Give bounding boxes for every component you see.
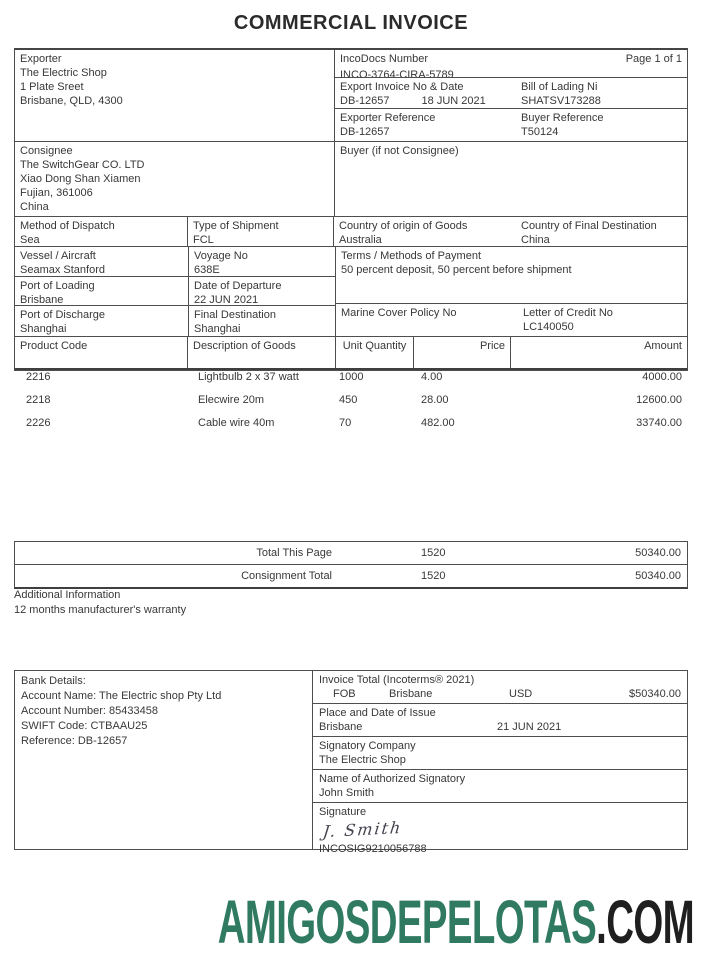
type-of-shipment-value: FCL [193, 234, 214, 246]
signatory-company-label: Signatory Company [319, 740, 416, 752]
country-origin-value: Australia [339, 234, 382, 246]
port-of-loading-value: Brisbane [20, 293, 64, 306]
method-of-dispatch-cell [15, 217, 188, 246]
table-row [14, 370, 688, 393]
type-of-shipment-cell [188, 217, 334, 246]
watermark-brand-name: AMIGOSDEPELOTAS [217, 888, 597, 956]
date-of-departure-value: 22 JUN 2021 [194, 293, 259, 306]
col-header-product-code: Product Code [15, 337, 188, 368]
item-quantity: 70 [339, 417, 352, 429]
item-code: 2218 [26, 394, 51, 406]
consignee-name: The SwitchGear CO. LTD [20, 159, 145, 171]
signature-code: INCOSIG9210056788 [319, 843, 427, 855]
authorized-signatory-label: Name of Authorized Signatory [319, 773, 466, 785]
final-destination-value: Shanghai [194, 323, 241, 336]
item-price: 28.00 [421, 394, 449, 406]
bank-account-name: Account Name: The Electric shop Pty Ltd [21, 690, 222, 702]
invoice-header-table [14, 48, 688, 371]
col-header-amount: Amount [644, 340, 682, 352]
invoice-total-label: Invoice Total (Incoterms® 2021) [319, 674, 475, 686]
letter-of-credit-value: LC140050 [523, 321, 574, 333]
terms-of-payment-label: Terms / Methods of Payment [341, 250, 481, 262]
item-description: Cable wire 40m [198, 417, 275, 429]
method-of-dispatch-label: Method of Dispatch [20, 220, 115, 232]
country-origin-label: Country of origin of Goods [339, 220, 468, 232]
signature-label: Signature [319, 806, 367, 818]
additional-information [14, 588, 688, 617]
invoice-total-currency: USD [509, 688, 533, 700]
incodocs-value: INCO-3764-CIRA-5789 [340, 69, 454, 78]
total-this-page-qty: 1520 [421, 547, 446, 559]
invoice-total-cell [313, 671, 687, 704]
voyage-value: 638E [194, 264, 220, 276]
vessel-value: Seamax Stanford [20, 264, 105, 276]
exporter-cell [15, 50, 335, 141]
export-invoice-date: 18 JUN 2021 [421, 95, 486, 107]
signatory-company-cell [313, 737, 687, 770]
total-this-page-label: Total This Page [256, 547, 332, 559]
buyer-cell [335, 142, 687, 216]
date-of-departure-cell [189, 277, 335, 307]
final-destination-label: Final Destination [194, 309, 276, 322]
watermark-tld: .COM [596, 888, 694, 956]
method-of-dispatch-value: Sea [20, 234, 40, 246]
place-date-of-issue-cell [313, 704, 687, 737]
exporter-city: Brisbane, QLD, 4300 [20, 95, 123, 107]
bill-of-lading-label: Bill of Lading Ni [521, 81, 598, 93]
table-row [14, 416, 688, 439]
country-origin-cell [334, 217, 516, 246]
item-price: 4.00 [421, 371, 443, 383]
vessel-label: Vessel / Aircraft [20, 250, 96, 262]
buyer-reference-cell [516, 109, 687, 141]
date-of-departure-label: Date of Departure [194, 279, 282, 292]
bill-of-lading-cell [516, 78, 687, 108]
site-watermark [217, 888, 694, 956]
issue-date: 21 JUN 2021 [497, 721, 562, 733]
item-code: 2216 [26, 371, 51, 383]
exporter-reference-value: DB-12657 [340, 126, 390, 138]
page-indicator: Page 1 of 1 [625, 53, 682, 65]
bill-of-lading-value: SHATSV173288 [521, 95, 601, 107]
port-of-loading-cell [15, 277, 188, 307]
export-invoice-label: Export Invoice No & Date [340, 81, 464, 93]
item-quantity: 450 [339, 394, 358, 406]
consignment-total-row [15, 565, 687, 587]
consignee-label: Consignee [20, 145, 73, 157]
totals-table [14, 541, 688, 589]
incodocs-label: IncoDocs Number [340, 53, 429, 65]
item-amount: 33740.00 [636, 417, 682, 429]
item-amount: 4000.00 [642, 371, 682, 383]
port-of-discharge-value: Shanghai [20, 323, 67, 336]
invoice-total-incoterm: FOB [333, 688, 356, 700]
exporter-reference-label: Exporter Reference [340, 112, 436, 124]
final-destination-cell [189, 306, 335, 336]
invoice-total-place: Brisbane [389, 688, 433, 700]
exporter-label: Exporter [20, 53, 62, 65]
voyage-label: Voyage No [194, 250, 248, 262]
incodocs-number-cell [335, 50, 687, 78]
marine-policy-cell [336, 304, 518, 336]
page-title: COMMERCIAL INVOICE [233, 12, 469, 34]
item-price: 482.00 [421, 417, 455, 429]
authorized-signatory-cell [313, 770, 687, 803]
item-quantity: 1000 [339, 371, 364, 383]
signature-cell [313, 803, 687, 858]
consignment-total-qty: 1520 [421, 570, 446, 582]
table-row [14, 393, 688, 416]
type-of-shipment-label: Type of Shipment [193, 220, 279, 232]
port-of-discharge-cell [15, 306, 188, 336]
letter-of-credit-cell [518, 304, 687, 336]
col-header-unit-quantity: Unit Quantity [336, 337, 414, 368]
consignee-country: China [20, 201, 49, 213]
port-of-discharge-label: Port of Discharge [20, 309, 105, 322]
bank-signature-table [14, 670, 688, 855]
voyage-cell [189, 247, 335, 277]
bank-account-number: Account Number: 85433458 [21, 705, 158, 717]
total-this-page-amount: 50340.00 [635, 547, 681, 559]
place-date-of-issue-label: Place and Date of Issue [319, 707, 436, 719]
bank-swift-code: SWIFT Code: CTBAAU25 [21, 720, 148, 732]
letter-of-credit-label: Letter of Credit No [523, 307, 613, 319]
issue-place: Brisbane [319, 721, 363, 733]
vessel-cell [15, 247, 188, 277]
consignee-street: Xiao Dong Shan Xiamen [20, 173, 141, 185]
terms-of-payment-cell [336, 247, 687, 304]
buyer-label: Buyer (if not Consignee) [340, 145, 459, 157]
total-this-page-row [15, 542, 687, 565]
bank-details-cell [15, 671, 313, 849]
export-invoice-no: DB-12657 [340, 95, 390, 107]
col-header-description: Description of Goods [188, 337, 336, 368]
buyer-reference-value: T50124 [521, 126, 559, 138]
bank-reference: Reference: DB-12657 [21, 735, 128, 747]
item-description: Elecwire 20m [198, 394, 265, 406]
terms-of-payment-value: 50 percent deposit, 50 percent before shipment [341, 264, 572, 276]
buyer-reference-label: Buyer Reference [521, 112, 604, 124]
country-destination-label: Country of Final Destination [521, 220, 657, 232]
item-amount: 12600.00 [636, 394, 682, 406]
authorized-signatory-value: John Smith [319, 787, 375, 799]
additional-information-label: Additional Information [14, 589, 121, 601]
handwritten-signature: J. Smith [321, 817, 404, 842]
exporter-reference-cell [335, 109, 516, 141]
country-destination-value: China [521, 234, 550, 246]
signatory-company-value: The Electric Shop [319, 754, 406, 766]
invoice-total-amount: $50340.00 [629, 688, 681, 700]
consignment-total-amount: 50340.00 [635, 570, 681, 582]
line-items [14, 370, 688, 439]
item-code: 2226 [26, 417, 51, 429]
exporter-street: 1 Plate Sreet [20, 81, 84, 93]
export-invoice-cell [335, 78, 516, 108]
bank-details-label: Bank Details: [21, 675, 86, 687]
consignee-region: Fujian, 361006 [20, 187, 93, 199]
consignment-total-label: Consignment Total [241, 570, 332, 582]
country-destination-cell [516, 217, 687, 246]
marine-policy-label: Marine Cover Policy No [341, 307, 457, 319]
additional-information-value: 12 months manufacturer's warranty [14, 604, 187, 616]
consignee-cell [15, 142, 335, 216]
col-header-price: Price [414, 337, 511, 368]
item-description: Lightbulb 2 x 37 watt [198, 371, 299, 383]
exporter-name: The Electric Shop [20, 67, 107, 79]
port-of-loading-label: Port of Loading [20, 279, 95, 292]
